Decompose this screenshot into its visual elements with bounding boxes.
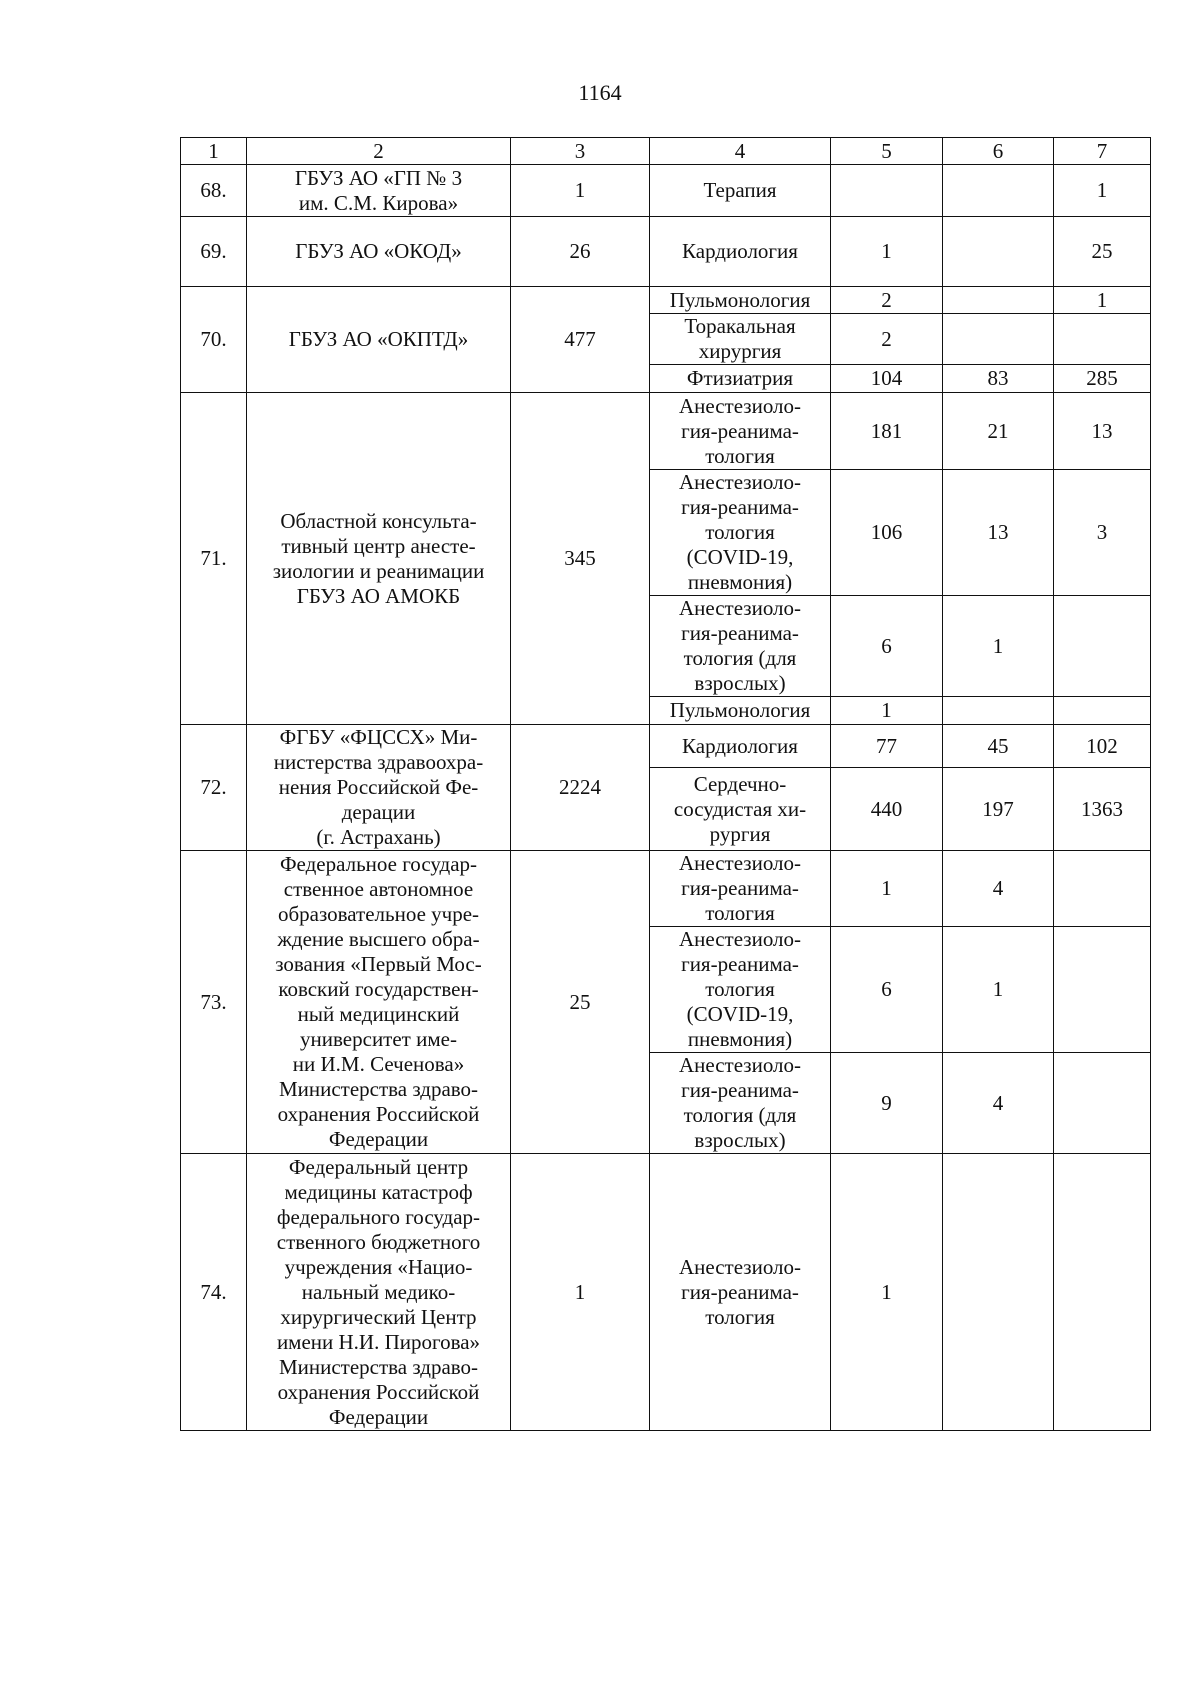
column-7-value (1054, 851, 1151, 927)
column-5-value: 6 (831, 596, 943, 697)
table-row (181, 217, 1151, 287)
column-7-value: 1 (1054, 287, 1151, 314)
column-6-value (943, 217, 1054, 287)
row-number: 68. (181, 165, 247, 217)
column-5-value: 9 (831, 1053, 943, 1154)
column-5-value: 104 (831, 365, 943, 393)
specialty-name: Пульмонология (650, 287, 831, 314)
organization-name: ГБУЗ АО «ОКОД» (247, 217, 511, 287)
column-number-header: 7 (1054, 138, 1151, 165)
specialty-name: Анестезиоло- гия-реанима- тология (650, 1154, 831, 1431)
organization-name: Федеральное государ- ственное автономное образовательное учре- ждение высшего обра- зования «Первый Мос- ковский государствен- ный медицинский университет име- ни И.М. Сеченова» Министерства здраво- охранения Российской Федерации (247, 851, 511, 1154)
column-7-value (1054, 927, 1151, 1053)
column-5-value: 6 (831, 927, 943, 1053)
column-6-value (943, 1154, 1054, 1431)
row-number: 74. (181, 1154, 247, 1431)
total-value: 2224 (511, 725, 650, 851)
column-5-value: 2 (831, 314, 943, 365)
column-5-value: 1 (831, 697, 943, 725)
organization-name: Областной консульта- тивный центр анесте- зиологии и реанимации ГБУЗ АО АМОКБ (247, 393, 511, 725)
column-6-value: 1 (943, 596, 1054, 697)
column-6-value (943, 314, 1054, 365)
column-7-value (1054, 1154, 1151, 1431)
column-6-value: 197 (943, 768, 1054, 851)
specialty-name: Анестезиоло- гия-реанима- тология (COVID-19, пневмония) (650, 470, 831, 596)
column-6-value: 4 (943, 1053, 1054, 1154)
column-7-value (1054, 314, 1151, 365)
column-5-value: 440 (831, 768, 943, 851)
specialty-name: Анестезиоло- гия-реанима- тология (COVID-19, пневмония) (650, 927, 831, 1053)
column-7-value: 3 (1054, 470, 1151, 596)
column-6-value: 45 (943, 725, 1054, 768)
column-7-value (1054, 596, 1151, 697)
column-6-value: 1 (943, 927, 1054, 1053)
column-number-header: 5 (831, 138, 943, 165)
column-6-value: 13 (943, 470, 1054, 596)
specialty-name: Сердечно- сосудистая хи- рургия (650, 768, 831, 851)
column-7-value: 102 (1054, 725, 1151, 768)
column-7-value: 25 (1054, 217, 1151, 287)
row-number: 71. (181, 393, 247, 725)
row-number: 70. (181, 287, 247, 393)
total-value: 1 (511, 1154, 650, 1431)
table-row (181, 725, 1151, 768)
specialty-name: Анестезиоло- гия-реанима- тология (для взрослых) (650, 1053, 831, 1154)
column-6-value (943, 697, 1054, 725)
organization-name: ГБУЗ АО «ГП № 3 им. С.М. Кирова» (247, 165, 511, 217)
header-row (181, 138, 1151, 165)
specialty-name: Анестезиоло- гия-реанима- тология (650, 393, 831, 470)
specialty-name: Кардиология (650, 725, 831, 768)
row-number: 69. (181, 217, 247, 287)
specialty-name: Кардиология (650, 217, 831, 287)
column-6-value (943, 287, 1054, 314)
column-number-header: 6 (943, 138, 1054, 165)
column-5-value: 106 (831, 470, 943, 596)
column-7-value: 1363 (1054, 768, 1151, 851)
column-number-header: 1 (181, 138, 247, 165)
organization-name: ФГБУ «ФЦССХ» Ми- нистерства здравоохра- нения Российской Фе- дерации (г. Астрахань) (247, 725, 511, 851)
specialty-name: Торакальная хирургия (650, 314, 831, 365)
total-value: 26 (511, 217, 650, 287)
row-number: 73. (181, 851, 247, 1154)
specialty-name: Анестезиоло- гия-реанима- тология (для взрослых) (650, 596, 831, 697)
table-row (181, 165, 1151, 217)
table-row (181, 393, 1151, 470)
table-row (181, 1154, 1151, 1431)
table-row (181, 287, 1151, 314)
table-body (181, 138, 1151, 1431)
specialty-name: Пульмонология (650, 697, 831, 725)
column-7-value (1054, 1053, 1151, 1154)
specialty-name: Терапия (650, 165, 831, 217)
column-6-value: 83 (943, 365, 1054, 393)
column-6-value (943, 165, 1054, 217)
column-5-value: 1 (831, 851, 943, 927)
specialty-name: Анестезиоло- гия-реанима- тология (650, 851, 831, 927)
column-number-header: 4 (650, 138, 831, 165)
table-row (181, 851, 1151, 927)
column-5-value (831, 165, 943, 217)
column-7-value: 13 (1054, 393, 1151, 470)
row-number: 72. (181, 725, 247, 851)
column-7-value: 285 (1054, 365, 1151, 393)
organization-name: ГБУЗ АО «ОКПТД» (247, 287, 511, 393)
total-value: 345 (511, 393, 650, 725)
total-value: 1 (511, 165, 650, 217)
column-5-value: 1 (831, 217, 943, 287)
column-6-value: 4 (943, 851, 1054, 927)
organization-name: Федеральный центр медицины катастроф федерального государ- ственного бюджетного учреждения «Нацио- нальный медико- хирургический Центр имени Н.И. Пирогова» Министерства здраво- охранения Российской Федерации (247, 1154, 511, 1431)
page-number: 1164 (578, 80, 622, 105)
column-number-header: 2 (247, 138, 511, 165)
specialty-name: Фтизиатрия (650, 365, 831, 393)
data-table (180, 137, 1151, 1431)
column-5-value: 77 (831, 725, 943, 768)
column-7-value (1054, 697, 1151, 725)
column-7-value: 1 (1054, 165, 1151, 217)
column-5-value: 1 (831, 1154, 943, 1431)
total-value: 477 (511, 287, 650, 393)
column-5-value: 181 (831, 393, 943, 470)
column-number-header: 3 (511, 138, 650, 165)
column-5-value: 2 (831, 287, 943, 314)
column-6-value: 21 (943, 393, 1054, 470)
total-value: 25 (511, 851, 650, 1154)
